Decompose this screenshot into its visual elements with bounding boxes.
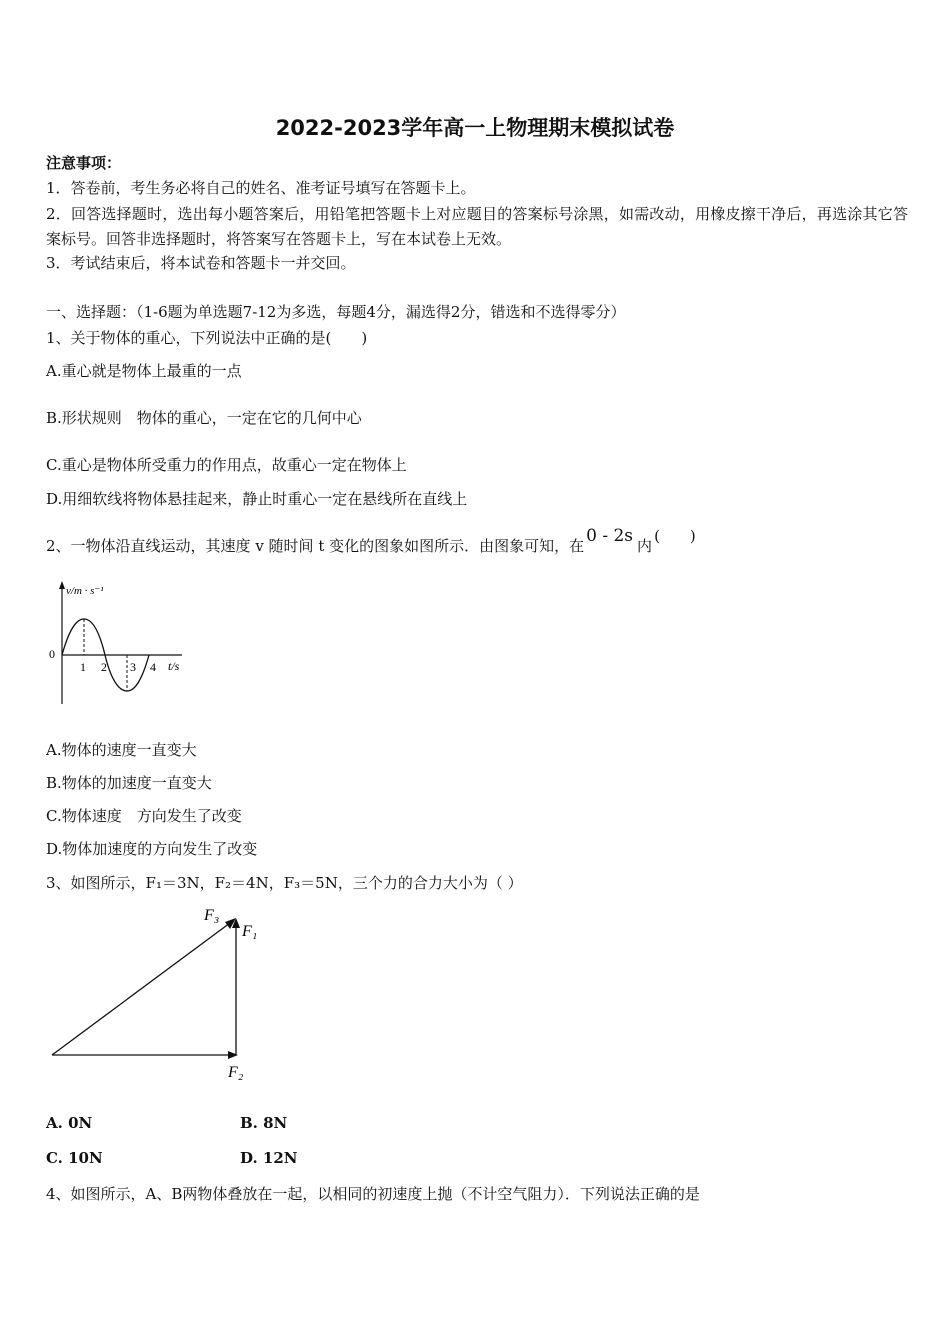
q1-option-c: C.重心是物体所受重力的作用点，故重心一定在物体上 bbox=[46, 456, 407, 474]
notice-item-3: 3．考试结束后，将本试卷和答题卡一并交回。 bbox=[46, 254, 356, 272]
notice-item-1: 1．答卷前，考生务必将自己的姓名、准考证号填写在答题卡上。 bbox=[46, 179, 476, 197]
graph-y-arrow bbox=[59, 581, 65, 589]
graph-y-label: v/m · s⁻¹ bbox=[66, 585, 104, 597]
graph-tick-4: 4 bbox=[150, 660, 156, 674]
graph-tick-1: 1 bbox=[80, 660, 86, 674]
f2-label: F₂ bbox=[228, 1064, 244, 1081]
q2-option-b: B.物体的加速度一直变大 bbox=[46, 774, 212, 792]
f1-label: F₁ bbox=[242, 923, 258, 940]
q3-option-b: B. 8N bbox=[240, 1114, 288, 1132]
q2-stem-tail: 内 bbox=[637, 537, 653, 555]
graph-x-label: t/s bbox=[168, 659, 180, 673]
q2-stem-text: 2、一物体沿直线运动，其速度 v 随时间 t 变化的图象如图所示．由图象可知，在 bbox=[46, 537, 585, 555]
q2-option-c: C.物体速度 方向发生了改变 bbox=[46, 807, 242, 825]
section-heading: 一、选择题：（1-6题为单选题7-12为多选，每题4分，漏选得2分，错选和不选得零分） bbox=[46, 303, 626, 321]
q3-option-a: A. 0N bbox=[46, 1114, 93, 1132]
notice-heading: 注意事项： bbox=[46, 154, 122, 172]
page-title: 2022-2023学年高一上物理期末模拟试卷 bbox=[275, 116, 675, 140]
q2-answer-paren: ( ) bbox=[654, 527, 696, 545]
q1-option-d: D.用细软线将物体悬挂起来，静止时重心一定在悬线所在直线上 bbox=[46, 490, 468, 508]
q3-stem: 3、如图所示，F₁＝3N，F₂＝4N，F₃＝5N，三个力的合力大小为（ ） bbox=[46, 874, 523, 892]
q2-interval: 0 - 2s bbox=[586, 526, 634, 546]
q4-stem: 4、如图所示，A、B两物体叠放在一起，以相同的初速度上抛（不计空气阻力）．下列说法正确的是 bbox=[46, 1185, 700, 1203]
q2-option-d: D.物体加速度的方向发生了改变 bbox=[46, 840, 258, 858]
q1-option-b: B.形状规则 物体的重心，一定在它的几何中心 bbox=[46, 409, 362, 427]
force-triangle-diagram bbox=[44, 900, 274, 1085]
f3-label: F₃ bbox=[204, 907, 220, 924]
q3-option-d: D. 12N bbox=[240, 1149, 298, 1167]
q1-stem: 1、关于物体的重心，下列说法中正确的是( ) bbox=[46, 329, 368, 347]
q1-option-a: A.重心就是物体上最重的一点 bbox=[46, 362, 242, 380]
graph-origin-label: 0 bbox=[49, 647, 55, 661]
graph-tick-2: 2 bbox=[101, 660, 107, 674]
q3-option-c: C. 10N bbox=[46, 1149, 103, 1167]
q2-stem bbox=[46, 526, 696, 556]
graph-tick-3: 3 bbox=[130, 660, 136, 674]
f3-vector bbox=[52, 920, 234, 1055]
q2-option-a: A.物体的速度一直变大 bbox=[46, 741, 197, 759]
velocity-time-graph bbox=[42, 578, 192, 708]
notice-item-2: 2．回答选择题时，选出每小题答案后，用铅笔把答题卡上对应题目的答案标号涂黑，如需改动，用橡皮擦干净后，再选涂其它答案标号。回答非选择题时，将答案写在答题卡上，写在本试卷上无效。 bbox=[46, 205, 908, 248]
